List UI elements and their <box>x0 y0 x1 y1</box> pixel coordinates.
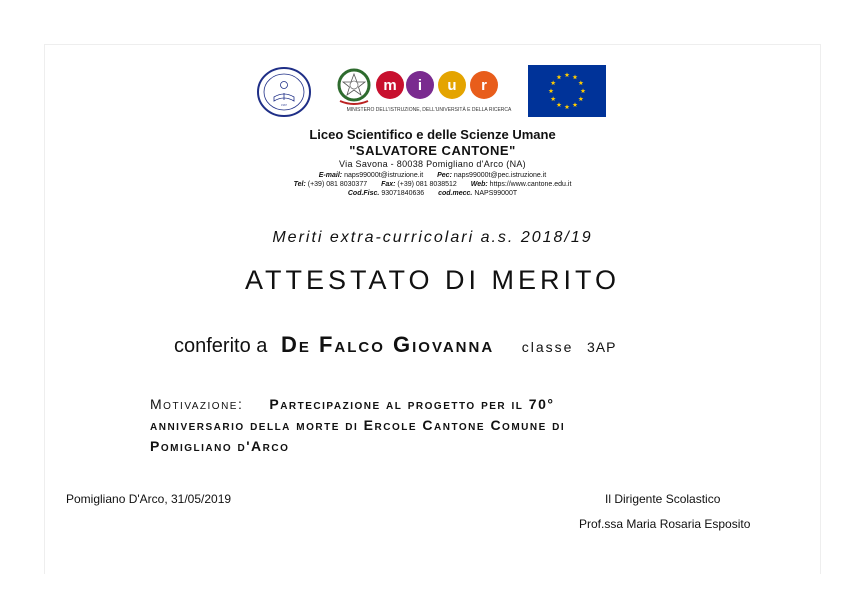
class-label: classe <box>521 339 574 355</box>
school-title: "SALVATORE CANTONE" <box>349 143 516 158</box>
conferred-label: conferito a <box>174 335 268 357</box>
miur-logo <box>374 70 500 100</box>
school-address: Via Savona - 80038 Pomigliano d'Arco (NA) <box>339 159 526 169</box>
miur-letter-m: m <box>383 77 397 94</box>
svg-text:1967: 1967 <box>281 103 287 107</box>
school-name: Liceo Scientifico e delle Scienze Umane <box>309 127 556 142</box>
miur-letter-u: u <box>447 77 457 94</box>
class-value: 3AP <box>587 339 617 355</box>
miur-letter-i: i <box>417 77 423 94</box>
header-logos <box>256 64 608 120</box>
motivation-line-3: Pomigliano d'Arco <box>150 438 290 454</box>
recipient-name: De Falco Giovanna <box>280 332 495 357</box>
school-seal-logo <box>256 67 312 117</box>
school-codes: Cod.Fisc. 93071840636 cod.mecc. NAPS99000T <box>347 190 518 197</box>
certificate-subtitle: Meriti extra-curricolari a.s. 2018/19 <box>272 229 593 246</box>
miur-subtitle: MINISTERO DELL'ISTRUZIONE, DELL'UNIVERSITÀ E DELLA RICERCA <box>346 107 512 113</box>
motivation-block <box>150 394 690 457</box>
school-contacts-email: E-mail: naps99000t@istruzione.it Pec: naps99000t@pec.istruzione.it <box>318 172 547 179</box>
motivation-line-2: anniversario della morte di Ercole Cantone Comune di <box>150 417 566 433</box>
director-title: Il Dirigente Scolastico <box>605 492 721 506</box>
eu-flag-logo <box>528 65 606 117</box>
motivation-label: Motivazione: <box>150 396 244 412</box>
miur-letter-r: r <box>481 77 487 94</box>
motivation-line-1: Partecipazione al progetto per il 70° <box>269 396 555 412</box>
certificate-title: ATTESTATO DI MERITO <box>244 265 621 295</box>
place-date: Pomigliano D'Arco, 31/05/2019 <box>66 492 232 506</box>
italian-republic-emblem <box>336 67 372 107</box>
school-contacts-phone: Tel: (+39) 081 8030377 Fax: (+39) 081 8038512 Web: https://www.cantone.edu.it <box>293 181 572 188</box>
director-name: Prof.ssa Maria Rosaria Esposito <box>579 517 751 531</box>
recipient-line <box>174 332 616 358</box>
